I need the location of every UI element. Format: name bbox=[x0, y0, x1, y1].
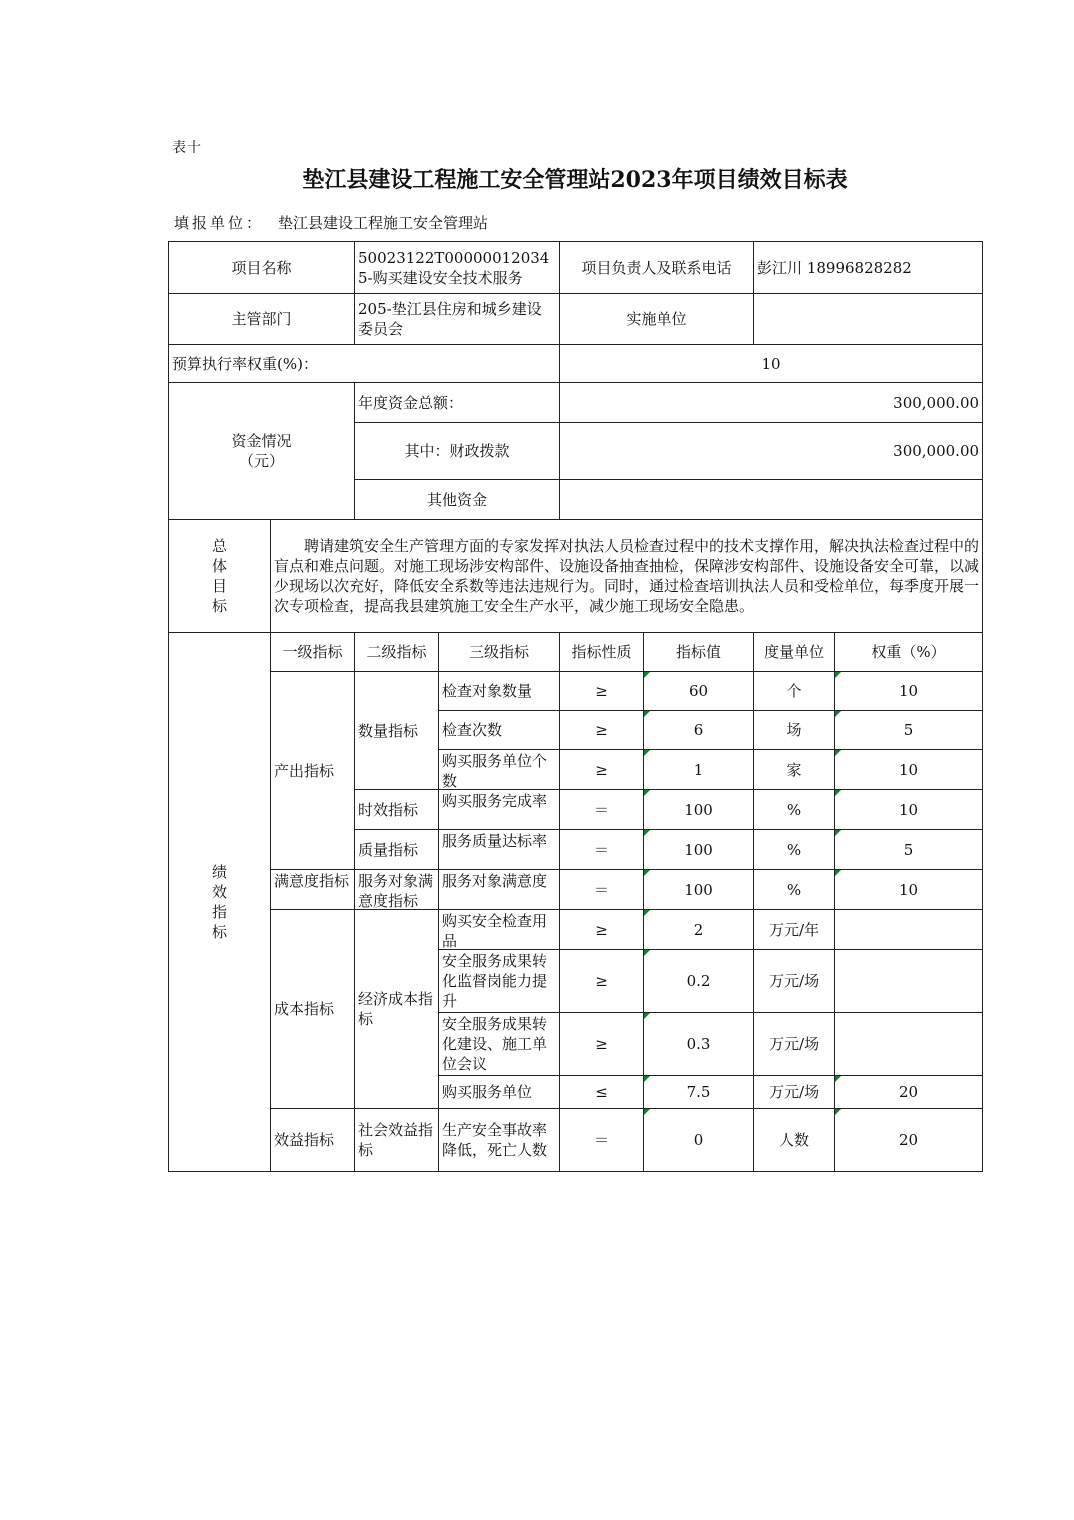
funds-total-label: 年度资金总额： bbox=[355, 383, 560, 423]
indicator-unit: 万元/场 bbox=[754, 1013, 835, 1076]
indicator-header-row bbox=[169, 633, 983, 672]
table-row bbox=[169, 672, 983, 711]
goal-label-char: 体 bbox=[211, 557, 227, 575]
indicator-unit: % bbox=[754, 830, 835, 870]
indicator-weight: 10 bbox=[835, 672, 983, 711]
indicator-name bbox=[439, 830, 560, 870]
reporting-unit bbox=[174, 212, 488, 233]
header-unit: 度量单位 bbox=[754, 633, 835, 672]
level1-benefit: 效益指标 bbox=[271, 1109, 355, 1172]
level2-economic: 经济成本指标 bbox=[355, 910, 439, 1109]
dept-label: 主管部门 bbox=[169, 294, 355, 345]
goal-label-char: 目 bbox=[211, 577, 227, 595]
indicator-weight: 20 bbox=[835, 1076, 983, 1109]
table-row bbox=[169, 870, 983, 910]
level1-output: 产出指标 bbox=[271, 672, 355, 870]
indicator-name: 购买服务单位 bbox=[439, 1076, 560, 1109]
header-value: 指标值 bbox=[644, 633, 754, 672]
level2-social: 社会效益指标 bbox=[355, 1109, 439, 1172]
project-name-value: 50023122T000000120345-购买建设安全技术服务 bbox=[355, 242, 560, 294]
indicator-operator: ≥ bbox=[560, 950, 644, 1013]
indicator-name bbox=[439, 870, 560, 910]
overall-goal-label bbox=[169, 520, 271, 633]
contact-label: 项目负责人及联系电话 bbox=[560, 242, 754, 294]
indicator-unit: 万元/场 bbox=[754, 1076, 835, 1109]
funds-label-unit: （元） bbox=[239, 452, 285, 470]
indicator-value: 100 bbox=[644, 870, 754, 910]
project-name-label: 项目名称 bbox=[169, 242, 355, 294]
header-level2: 二级指标 bbox=[355, 633, 439, 672]
project-name-row bbox=[169, 242, 983, 294]
funds-label-text: 资金情况 bbox=[231, 432, 292, 450]
funds-total-value: 300,000.00 bbox=[560, 383, 983, 423]
dept-row bbox=[169, 294, 983, 345]
level2-satisfaction bbox=[355, 870, 439, 910]
indicator-name: 安全服务成果转化建设、施工单位会议 bbox=[439, 1013, 560, 1076]
indicator-name-text: 服务对象满意度 bbox=[442, 872, 548, 890]
impl-unit-label: 实施单位 bbox=[560, 294, 754, 345]
funds-other-value bbox=[560, 480, 983, 520]
reporting-unit-value: 垫江县建设工程施工安全管理站 bbox=[278, 214, 489, 232]
funds-fiscal-label: 其中：财政拨款 bbox=[355, 423, 560, 480]
indicator-weight: 10 bbox=[835, 870, 983, 910]
header-weight: 权重（%） bbox=[835, 633, 983, 672]
indicator-weight: 20 bbox=[835, 1109, 983, 1172]
indicator-label-char: 标 bbox=[211, 923, 227, 941]
indicator-weight: 5 bbox=[835, 830, 983, 870]
indicator-weight bbox=[835, 1013, 983, 1076]
indicator-weight: 10 bbox=[835, 790, 983, 830]
funds-other-label: 其他资金 bbox=[355, 480, 560, 520]
indicator-value: 0 bbox=[644, 1109, 754, 1172]
indicator-operator: ＝ bbox=[560, 830, 644, 870]
indicator-unit: 人数 bbox=[754, 1109, 835, 1172]
indicator-weight: 10 bbox=[835, 750, 983, 790]
indicator-name bbox=[439, 790, 560, 830]
indicator-value: 100 bbox=[644, 830, 754, 870]
indicator-name: 检查对象数量 bbox=[439, 672, 560, 711]
indicator-value: 60 bbox=[644, 672, 754, 711]
level2-timeliness: 时效指标 bbox=[355, 790, 439, 830]
indicator-value: 7.5 bbox=[644, 1076, 754, 1109]
contact-value: 彭江川 18996828282 bbox=[754, 242, 983, 294]
indicator-unit: % bbox=[754, 870, 835, 910]
header-level1: 一级指标 bbox=[271, 633, 355, 672]
performance-table bbox=[168, 241, 983, 1172]
dept-value: 205-垫江县住房和城乡建设委员会 bbox=[355, 294, 560, 345]
impl-unit-value bbox=[754, 294, 983, 345]
indicator-operator: ≥ bbox=[560, 711, 644, 750]
level1-cost: 成本指标 bbox=[271, 910, 355, 1109]
budget-rate-value: 10 bbox=[560, 345, 983, 383]
indicator-unit: 万元/年 bbox=[754, 910, 835, 950]
indicator-value: 100 bbox=[644, 790, 754, 830]
indicator-operator: ＝ bbox=[560, 1109, 644, 1172]
indicator-unit: 场 bbox=[754, 711, 835, 750]
goal-label-char: 标 bbox=[211, 597, 227, 615]
indicator-operator: ≥ bbox=[560, 1013, 644, 1076]
indicator-operator: ≥ bbox=[560, 750, 644, 790]
indicator-weight: 5 bbox=[835, 711, 983, 750]
indicator-section-label bbox=[169, 633, 271, 1172]
indicator-value: 0.3 bbox=[644, 1013, 754, 1076]
funds-label bbox=[169, 383, 355, 520]
indicator-name bbox=[439, 910, 560, 950]
indicator-value: 6 bbox=[644, 711, 754, 750]
indicator-name: 安全服务成果转化监督岗能力提升 bbox=[439, 950, 560, 1013]
level2-quality: 质量指标 bbox=[355, 830, 439, 870]
indicator-unit: 个 bbox=[754, 672, 835, 711]
level1-satisfaction-text: 满意度指标 bbox=[274, 872, 350, 890]
header-level3: 三级指标 bbox=[439, 633, 560, 672]
indicator-value: 0.2 bbox=[644, 950, 754, 1013]
level2-satisfaction-text: 服务对象满意度指标 bbox=[358, 872, 434, 908]
goal-label-char: 总 bbox=[211, 537, 227, 555]
header-nature: 指标性质 bbox=[560, 633, 644, 672]
table-row bbox=[169, 910, 983, 950]
indicator-operator: ≤ bbox=[560, 1076, 644, 1109]
funds-total-row bbox=[169, 383, 983, 423]
indicator-weight bbox=[835, 910, 983, 950]
indicator-name bbox=[439, 750, 560, 790]
overall-goal-text: 聘请建筑安全生产管理方面的专家发挥对执法人员检查过程中的技术支撑作用，解决执法检查过程中的盲点和难点问题。对施工现场涉安构部件、设施设备抽查抽检，保障涉安构部件、设施设备安全可靠，以减少现场以次充好，降低安全系数等违法违规行为。同时，通过检查培训执法人员和受检单位，每季度开展一次专项检查，提高我县建筑施工安全生产水平，减少施工现场安全隐患。 bbox=[271, 520, 983, 633]
indicator-value: 2 bbox=[644, 910, 754, 950]
budget-rate-row bbox=[169, 345, 983, 383]
reporting-unit-label: 填报单位： bbox=[174, 214, 265, 232]
indicator-operator: ＝ bbox=[560, 870, 644, 910]
indicator-label-char: 效 bbox=[211, 883, 227, 901]
indicator-name-text: 服务质量达标率 bbox=[442, 832, 548, 850]
indicator-label-char: 指 bbox=[211, 903, 227, 921]
table-number: 表十 bbox=[172, 140, 202, 156]
indicator-name-text: 购买服务单位个数 bbox=[442, 752, 548, 788]
indicator-weight bbox=[835, 950, 983, 1013]
indicator-operator: ≥ bbox=[560, 672, 644, 711]
indicator-operator: ＝ bbox=[560, 790, 644, 830]
indicator-unit: % bbox=[754, 790, 835, 830]
budget-rate-label: 预算执行率权重(%)： bbox=[169, 345, 560, 383]
indicator-name-text: 购买安全检查用品 bbox=[442, 912, 548, 948]
indicator-unit: 家 bbox=[754, 750, 835, 790]
page-title: 垫江县建设工程施工安全管理站2023年项目绩效目标表 bbox=[302, 167, 848, 193]
indicator-name: 检查次数 bbox=[439, 711, 560, 750]
indicator-unit: 万元/场 bbox=[754, 950, 835, 1013]
indicator-label-char: 绩 bbox=[211, 863, 227, 881]
indicator-operator: ≥ bbox=[560, 910, 644, 950]
overall-goal-row bbox=[169, 520, 983, 633]
funds-fiscal-value: 300,000.00 bbox=[560, 423, 983, 480]
table-row bbox=[169, 1109, 983, 1172]
indicator-name-text: 购买服务完成率 bbox=[442, 792, 548, 810]
indicator-value: 1 bbox=[644, 750, 754, 790]
level2-quantity: 数量指标 bbox=[355, 672, 439, 790]
level1-satisfaction bbox=[271, 870, 355, 910]
indicator-name: 生产安全事故率降低，死亡人数 bbox=[439, 1109, 560, 1172]
